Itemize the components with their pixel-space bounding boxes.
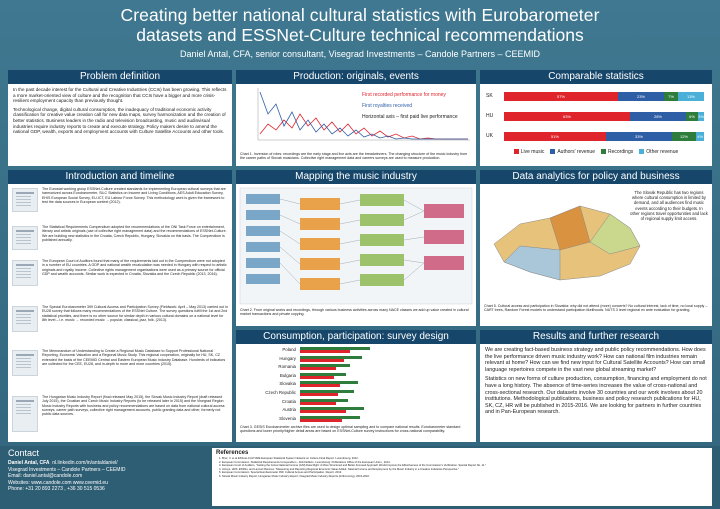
legend-axis-note: Horizontal axis – first paid live performance (362, 114, 458, 120)
bar-segment: 51% (504, 132, 606, 141)
stacked-bar-hu (504, 112, 704, 121)
mapping-caption: Chart 2. From original works and recordings, through various business activities across many NACE classes we add up value created in cultural market transactions and private copying. (240, 308, 469, 317)
contact-org: Visegrad Investments – Candole Partners – CEEMID (8, 466, 126, 473)
problem-heading: Problem definition (8, 70, 232, 84)
country-bar (300, 419, 342, 422)
consumption-bar-chart (236, 344, 476, 424)
bar-segment: 28% (630, 112, 686, 121)
country-bar (300, 384, 340, 387)
stacked-bar-uk (504, 132, 704, 141)
legend-other: Other revenue (639, 149, 678, 155)
country-label: Austria (282, 407, 296, 413)
results-paragraph-1: We are creating fact-based business strategy and public policy recommendations. How does the live performance driven music industry work? How can national film industries remain relevant at home? How can we find new input for Cultural Satellite Accounts? How can small language repertoires compete in the vast new global streaming market? (485, 347, 706, 373)
reference-item: 2. European Commission. Statistical Requirements Compendium - 2014 Edition. Luxembourg: Publications Office of the European Union., 2014. (222, 461, 708, 465)
consumption-heading: Consumption, participation: survey design (236, 330, 476, 344)
thumbnail-doc-5 (12, 350, 38, 376)
thumbnail-doc-1 (12, 188, 38, 212)
reference-item: 1. Bruz, V. et al ESSnet-CULTURE European Statistical System Network on Culture Final Report. Luxembourg, 2012. (222, 457, 708, 461)
country-bar (300, 402, 336, 405)
timeline-item-2: The Statistical Requirements Compendium adopted the recommendations of the ONI Task Force on entertainment, literary and artistic originals (use of collective right management data) and the recommendations of ESSNet-Culture. We are building new statistics in the Croatia, Czech Republic, Hungary, Slovakia on this basis. The Compendium is published annually. (42, 225, 227, 242)
intro-section (8, 170, 232, 442)
contact-web[interactable]: Websites: www.candole.com www.ceemid.eu (8, 479, 108, 486)
timeline-item-6: The Hungarian Music Industry Report (final released May 2015), the Slovak Music Industry Report (draft released July 2015), the Croatian and Czech Music Industry Reports (to be released later in 2015) and the Visegrad Region Music Industry Reports with business and policy recommendations are based on data from national cultural access surveys, career path surveys, collective right management accounts, public granting data and other, formerly not public data sources. (42, 395, 225, 417)
references-block (212, 448, 712, 506)
category-label: UK (486, 133, 493, 139)
country-bar (300, 410, 346, 413)
analytics-caption: Chart 5. Cultural access and participation in Slovakia: why did not attend (more) concerts? No cultural interest, lack of time, no local supply – CART trees, Random Forest models to understand participation likelihoods. NUTS 3 level regional ex ante evaluation for granting. (484, 304, 708, 313)
country-bar (300, 367, 336, 370)
legend-recordings: Recordings (601, 149, 633, 155)
mapping-section (236, 170, 476, 326)
timeline-item-3: The European Court of Auditors found that many of the requirements laid out in the Compendium were not adopted in a number of EU countries. A GDP and national wealth recalculation was needed in Hungary with respect to artistic originals and royalty income. Collective rights management organisations were used as a primary source for official GDP and wealth accounts. Similar work is expected in Croatia, Slovakia and the Czech Republic (2013, 2016). (42, 259, 227, 276)
country-bar (300, 350, 350, 353)
analytics-heading: Data analytics for policy and business (480, 170, 712, 184)
bar-segment: 33% (606, 132, 672, 141)
timeline-item-4: The Special Eurobarometer 399 Cultural Access and Participation Survey (Fieldwork: April – May 2013) carried out in EU28 survey that follows many recommendations of the ESSNet Culture. The survey questions fulfill the 1st and 2nd statistical priorities, and there is no other source for similar depth in various cultural domains on a national level for 8th level – i.e. music → recorded music → popular, classical, jazz, folk. (2013). (42, 305, 228, 322)
bar-segment: 3% (698, 114, 704, 119)
production-caption: Chart 1. Inversion of roles: recordings are the early stage and live acts are the breadwinners. The changing structure of the music industry from the career paths of Slovak musicians. Collective right management data and careers surveys are used to measure production. (240, 152, 468, 161)
country-label: Hungary (279, 355, 296, 361)
references-list (216, 457, 708, 479)
bar-segment: 23% (618, 92, 664, 101)
timeline-item-1: The Eurostat working group ESSNet-Culture created standards for implementing European cultural surveys that are harmonized across Eurobarometer, SILC Statistics on Income and Living Conditions, AES Adult Education Survey, EHIS European Social Survey, EU-ICT, EU Labour Force Survey. This methodology work is given the framework to test the data sources in European context (2012). (42, 187, 226, 204)
legend-recorded: First recorded performance for money (362, 92, 446, 98)
intro-heading: Introduction and timeline (8, 170, 232, 184)
country-bar (300, 376, 334, 379)
thumbnail-doc-2 (12, 226, 38, 250)
contact-email[interactable]: Email: daniel.antal@candole.com (8, 473, 83, 480)
comparable-legend (480, 148, 712, 156)
analytics-section (480, 170, 712, 326)
reference-item: 6. Slovak Music Industry Report; Hungarian Music Industry Report; Visegrad Music Industry Reports (forthcoming), 2015-2016. (222, 475, 708, 479)
poster-header (0, 0, 720, 66)
country-label: Slovakia (279, 381, 296, 387)
comparable-section (480, 70, 712, 166)
bar-segment: 6% (686, 112, 698, 121)
music-industry-map-diagram (236, 184, 476, 308)
problem-paragraph-1: In the past decade interest for the Cultural and Creative Industries (CCIs) has been growing. This reflects a more market-oriented view of culture and the recognition that CCIs have a bigger and more crisis-resilient employment capacity than previously thought. (13, 87, 227, 104)
problem-paragraph-2: Technological change, digital cultural consumption, the inadequacy of traditional economic activity classification for creative value creation call for new data maps, survey harmonization and the creation of better statistics. Business leaders in the radio and television broadcasting, music and audiovisual industries require industry reports to create and execute strategy. Policy makers desire to amend the national GDP, wealth, exports and employment accounts with Culture Satellite Accounts and other tools. (13, 106, 226, 135)
legend-royalties: First royalties received (362, 103, 413, 109)
bar-segment: 13% (678, 92, 704, 101)
category-label: HU (486, 113, 494, 119)
analytics-note: The Slovak Republic has two regions where cultural consumption is limited by demand, and all audiences find music events according to their budgets. In other regions travel opportunities and lack of regional supply limit access. (630, 190, 708, 222)
country-label: Poland (282, 347, 296, 352)
reference-item: 3. European Court of Auditors. "Getting the Gross National Income (GNI) Data Right: A More Structured and Better Focused Approach Would Improve the Effectiveness of the Commission's Verification. Special Report No. 11." (222, 464, 708, 468)
thumbnail-doc-3 (12, 260, 38, 286)
production-heading: Production: originals, events (236, 70, 476, 84)
bar-segment: 12% (672, 132, 696, 141)
consumption-section (236, 330, 476, 442)
results-heading: Results and further research (480, 330, 712, 344)
title-line-1: Creating better national cultural statistics with Eurobarometer (120, 5, 600, 25)
results-section (480, 330, 712, 442)
references-heading: References (216, 450, 249, 456)
country-label: Croatia (281, 398, 296, 404)
country-label: Bulgaria (279, 372, 296, 378)
legend-authors: Authors' revenue (550, 149, 595, 155)
problem-section (8, 70, 232, 166)
production-section (236, 70, 476, 166)
country-bar (300, 393, 338, 396)
title-line-2: datasets and ESSNet-Culture technical recommendations (136, 25, 584, 45)
country-label: Romania (278, 364, 296, 370)
results-paragraph-2: Statistics on new forms of culture production, consumption, financing and employment do not have a long history. The absence of time-series increases the value of cross-national and cross-sectional research. Our datasets involve 30 countries and our work involves about 20 institutions. Methodological publications, business and policy research publications for HU, SK, CZ, HR will be published in 2015-2016. We are looking for partners in further countries and in Pan-European research. (485, 376, 707, 416)
author-line: Daniel Antal, CFA, senior consultant, Visegrad Investments – Candole Partners – CEEMID (179, 49, 540, 59)
country-bar (300, 359, 344, 362)
bar-segment: 63% (504, 112, 630, 121)
mapping-heading: Mapping the music industry (236, 170, 476, 184)
bar-segment: 57% (504, 92, 618, 101)
country-label: Slovenia (279, 415, 296, 421)
contact-linkedin[interactable]: nl.linkedin.com/in/antaldaniel/ (52, 460, 118, 466)
production-line-chart (236, 84, 476, 146)
country-label: Czech Republic (265, 390, 296, 395)
category-label: SK (486, 93, 493, 99)
timeline-item-5: The Memorandum of Understanding to Create a Regional Music Database to Support Professional National Reporting, Economic Valuation and a Regional Music Study. This regional cooperation, originally for HU, SK, CZ extended the basis of the CEEMID Central and Eastern European Music Industry Database. Hundreds of indicators are collected for the CEE, EU28, and in-depth to more and more countries (2015). (42, 349, 226, 366)
legend-live: Live music (514, 149, 545, 155)
contact-block (8, 448, 210, 493)
comparable-heading: Comparable statistics (480, 70, 712, 84)
thumbnail-doc-6 (12, 396, 38, 432)
stacked-bar-sk (504, 92, 704, 101)
comparable-bar-chart (480, 84, 712, 148)
reference-item: 4. Antoys, HDS. ESSNs, and Lennart Reinnes. "Measuring and Reporting Regional Economic Value Added. National Income and Employment by the Music Industry in a Creative Industries Perspective." (222, 468, 708, 472)
consumption-caption: Chart 3. GESIS Eurobarometer archive files are used to design optimal sampling and to compare national results. Eurobarometer standard questions and lower priority/higher detail areas are based on ESSNet-Culture survey instructions for cross-national comparability. (240, 425, 461, 434)
contact-phone: Phone: +31 20 893 2273 , +36 30 515 0536 (8, 486, 105, 493)
reference-item: 5. European Commission. Special Eurobarometer 399: Cultural Access and Participation. Report. 2013. (222, 471, 708, 475)
contact-heading: Contact (8, 448, 40, 458)
bar-segment: 4% (697, 134, 703, 139)
thumbnail-doc-4 (12, 306, 38, 332)
contact-name: Daniel Antal, CFA (8, 460, 50, 466)
bar-segment: 7% (664, 92, 678, 101)
